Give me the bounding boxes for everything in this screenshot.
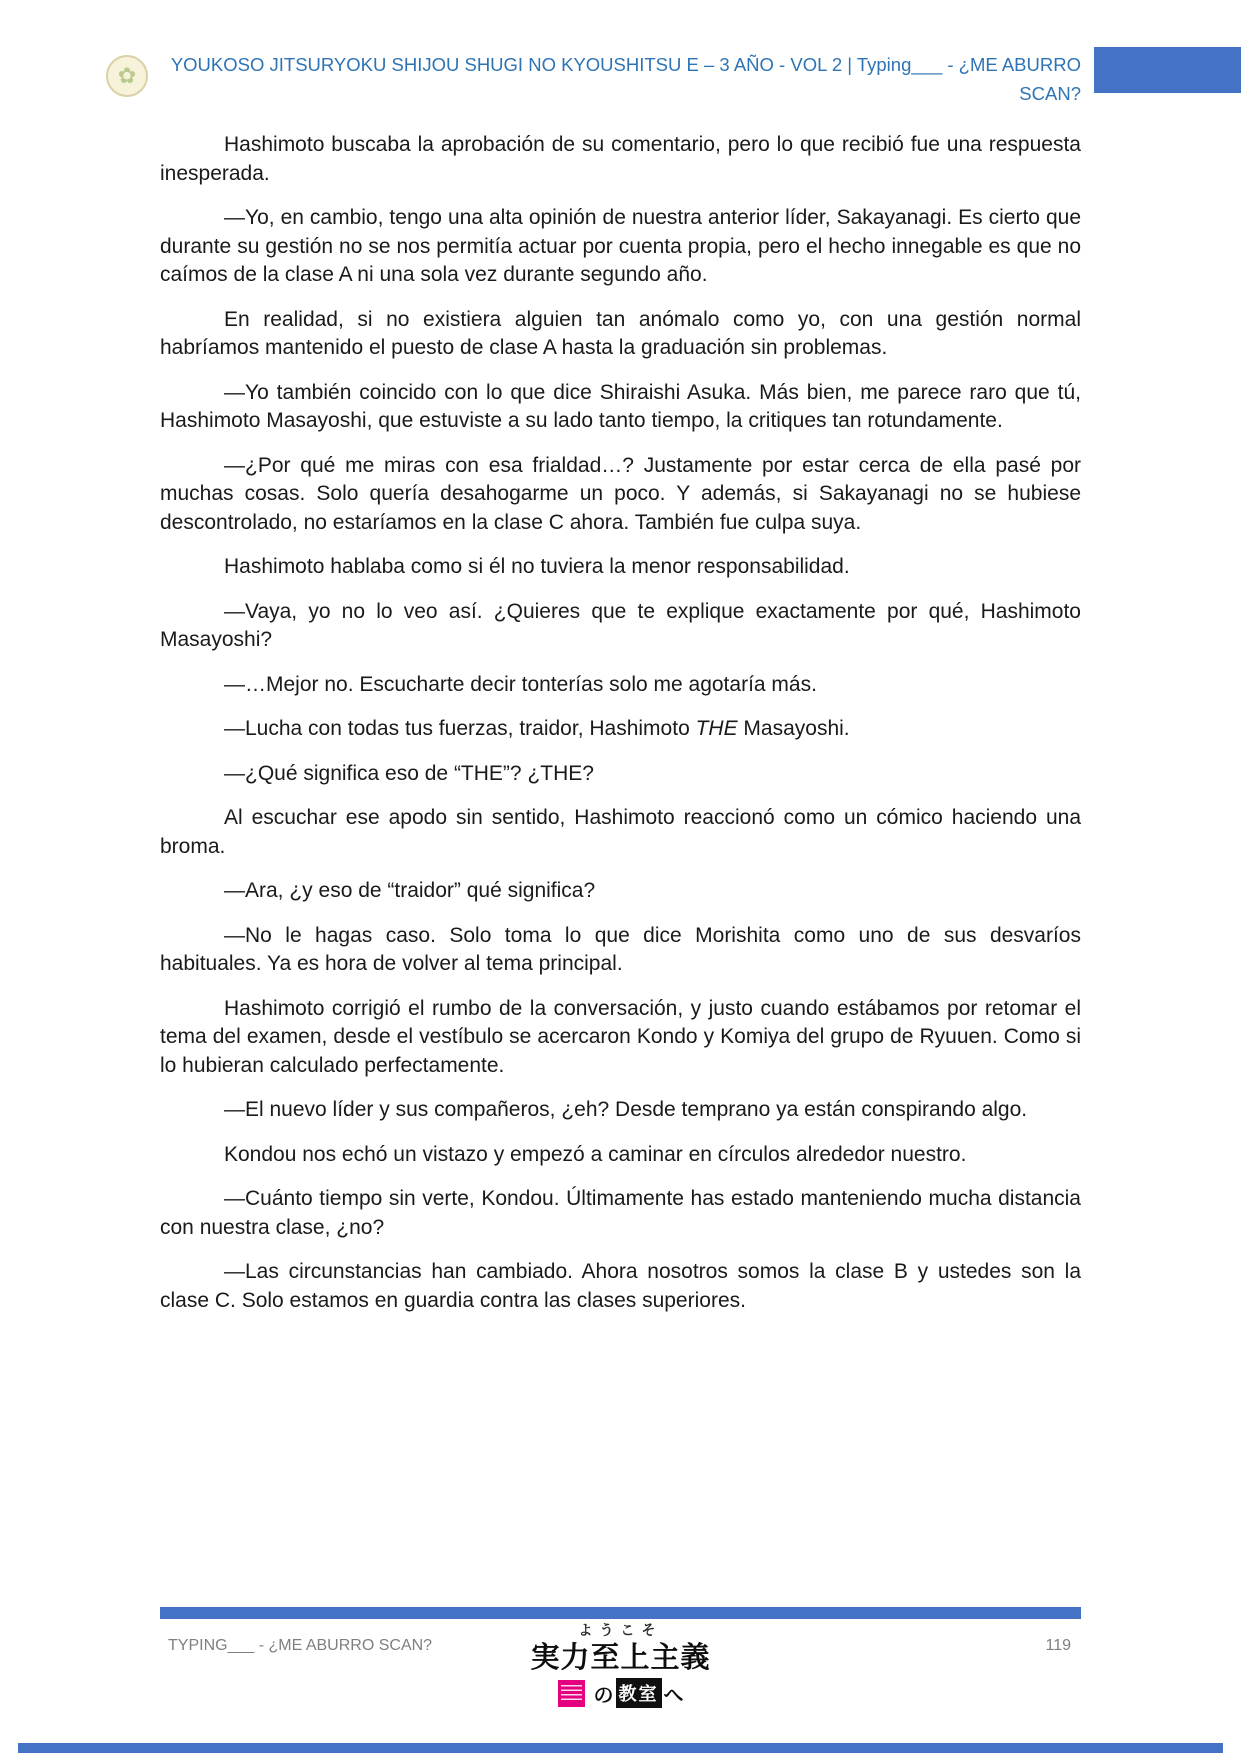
paragraph: —¿Por qué me miras con esa frialdad…? Justamente por estar cerca de ella pasé por muchas cosas. Solo quería desahogarme un poco. Y además, si Sakayanagi no se hubiese descontrolado, no estaríamos en la clase C ahora. También fue culpa suya. xyxy=(160,453,1081,534)
scan-circle-logo-icon: ✿ xyxy=(106,55,148,97)
paragraph-text: Masayoshi. xyxy=(737,717,850,740)
paragraph: Al escuchar ese apodo sin sentido, Hashimoto reaccionó como un cómico haciendo una broma. xyxy=(160,806,1081,858)
paragraph xyxy=(160,715,1081,744)
logo-pink-box-icon xyxy=(558,1680,585,1707)
logo-bottom-row xyxy=(511,1678,731,1708)
logo-text-e: へ xyxy=(663,1684,684,1707)
paragraph: —Yo también coincido con lo que dice Shiraishi Asuka. Más bien, me parece raro que tú, Hashimoto Masayoshi, que estuviste a su lado tanto tiempo, la critiques tan rotundamente. xyxy=(160,380,1081,432)
logo-text-no: の xyxy=(593,1684,614,1707)
paragraph: —No le hagas caso. Solo toma lo que dice Morishita como uno de sus desvaríos habituales. Ya es hora de volver al tema principal. xyxy=(160,923,1081,975)
logo-text-jitsuryoku: 実力至上主義 xyxy=(530,1642,711,1674)
paragraph: —Yo, en cambio, tengo una alta opinión de nuestra anterior líder, Sakayanagi. Es cierto que durante su gestión no se nos permitía actuar por cuenta propia, pero el hecho innegable es que no caímos de la clase A ni una sola vez durante segundo año. xyxy=(160,206,1081,286)
paragraph-text: —Lucha con todas tus fuerzas, traidor, Hashimoto xyxy=(224,717,696,740)
bottom-edge-bar xyxy=(18,1743,1223,1753)
paragraph: —Cuánto tiempo sin verte, Kondou. Últimamente has estado manteniendo mucha distancia con nuestra clase, ¿no? xyxy=(160,1187,1081,1239)
footer-scan-credit: TYPING___ - ¿ME ABURRO SCAN? xyxy=(168,1637,433,1654)
italic-word: THE xyxy=(695,717,738,740)
logo-text-youkoso: ようこそ xyxy=(578,1622,663,1638)
paragraph: —…Mejor no. Escucharte decir tonterías solo me agotaría más. xyxy=(224,672,817,696)
paragraph: —¿Qué significa eso de “THE”? ¿THE? xyxy=(224,761,594,785)
header-blue-block xyxy=(1094,47,1241,93)
header-title: YOUKOSO JITSURYOKU SHIJOU SHUGI NO KYOUSHITSU E – 3 AÑO - VOL 2 | Typing___ - ¿ME ABURRO SCAN? xyxy=(170,54,1081,104)
paragraph: Hashimoto hablaba como si él no tuviera la menor responsabilidad. xyxy=(224,555,850,578)
paragraph: —Ara, ¿y eso de “traidor” qué significa? xyxy=(224,879,596,902)
youzitsu-series-logo xyxy=(511,1620,731,1708)
paragraph: —El nuevo líder y sus compañeros, ¿eh? Desde temprano ya están conspirando algo. xyxy=(224,1098,1028,1121)
paragraph: Hashimoto buscaba la aprobación de su comentario, pero lo que recibió fue una respuesta inesperada. xyxy=(160,133,1081,185)
footer-divider-bar xyxy=(160,1607,1081,1619)
document-body xyxy=(160,131,1081,1331)
logo-text-kyoushitsu: 教室 xyxy=(616,1678,662,1708)
paragraph: —Las circunstancias han cambiado. Ahora nosotros somos la clase B y ustedes son la clase C. Solo estamos en guardia contra las clases superiores. xyxy=(160,1260,1081,1312)
paragraph: —Vaya, yo no lo veo así. ¿Quieres que te explique exactamente por qué, Hashimoto Masayoshi? xyxy=(160,599,1081,651)
paragraph: Kondou nos echó un vistazo y empezó a caminar en círculos alrededor nuestro. xyxy=(224,1142,967,1166)
paragraph: En realidad, si no existiera alguien tan anómalo como yo, con una gestión normal habríamos mantenido el puesto de clase A hasta la graduación sin problemas. xyxy=(160,307,1081,359)
paragraph: Hashimoto corrigió el rumbo de la conversación, y justo cuando estábamos por retomar el tema del examen, desde el vestíbulo se acercaron Kondo y Komiya del grupo de Ryuuen. Como si lo hubieran calculado perfectamente. xyxy=(160,996,1081,1077)
page-number: 119 xyxy=(1045,1637,1071,1654)
